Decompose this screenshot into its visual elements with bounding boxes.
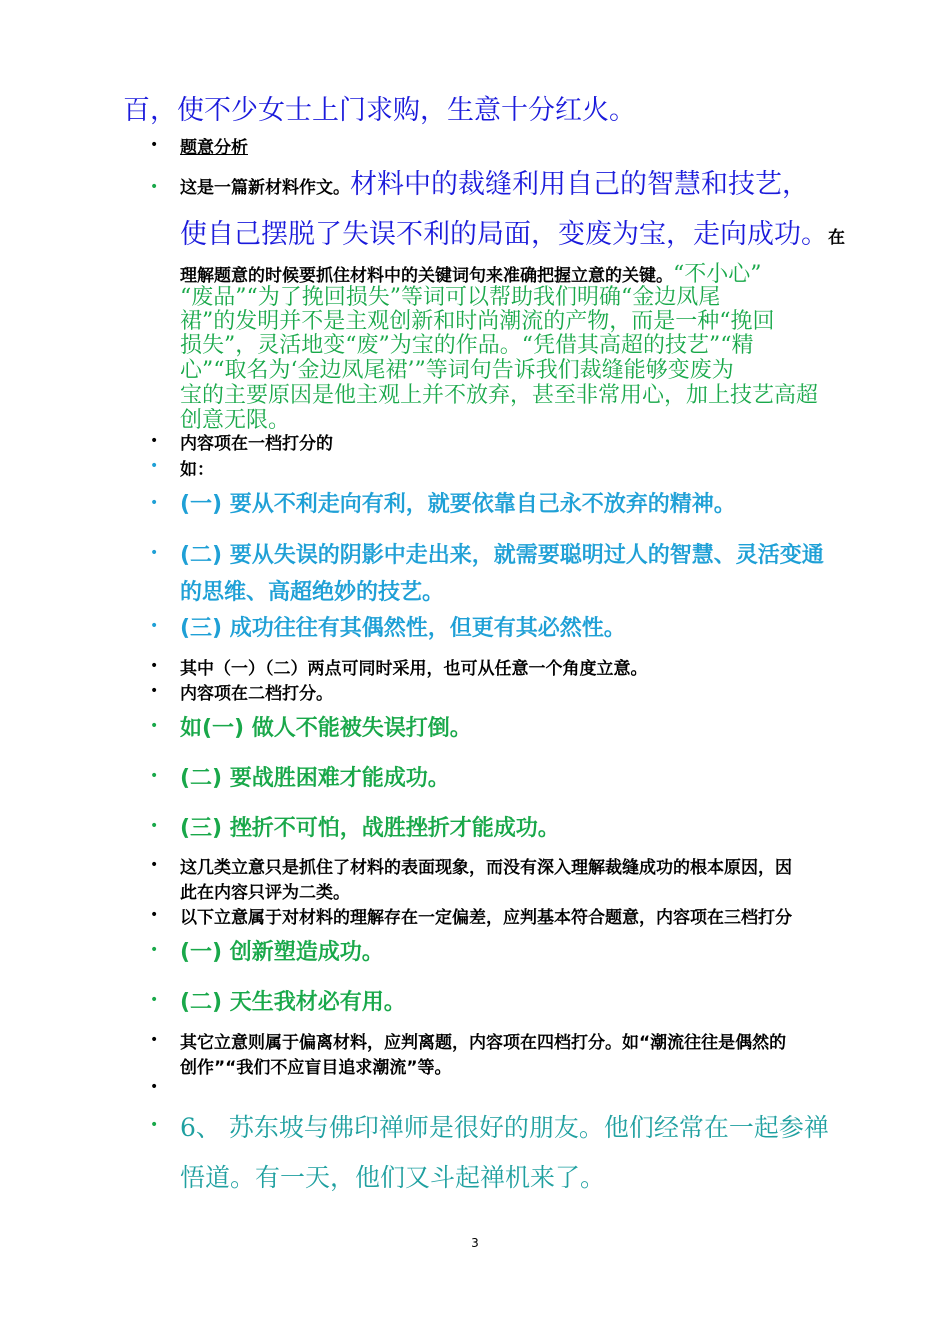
text-run: 在 [828, 228, 845, 248]
bullet: • [150, 942, 159, 958]
paragraph-analysis-line-5: 裙”的发明并不是主观创新和时尚潮流的产物，而是一种“挽回 [180, 309, 775, 334]
bullet: • [150, 179, 159, 195]
bullet: • [150, 433, 159, 449]
note-one: 其中（一）（二）两点可同时采用，也可从任意一个角度立意。 [180, 659, 648, 679]
level-two-item-2: (二) 要战胜困难才能成功。 [180, 766, 450, 791]
paragraph-analysis-line-2 [180, 212, 845, 251]
bullet: • [150, 618, 159, 634]
level-one-item-2: (二) 要从失误的阴影中走出来，就需要聪明过人的智慧、灵活变通 [180, 543, 824, 568]
note-three-cont: 创作”“我们不应盲目追求潮流”等。 [180, 1058, 452, 1078]
level-three-label: 以下立意属于对材料的理解存在一定偏差，应判基本符合题意，内容项在三档打分 [180, 908, 792, 928]
section-heading: 题意分析 [180, 138, 248, 158]
note-two: 这几类立意只是抓住了材料的表面现象，而没有深入理解裁缝成功的根本原因，因 [180, 858, 792, 878]
level-one-label: 内容项在一档打分的 [180, 434, 333, 454]
level-one-item-1: (一) 要从不利走向有利，就要依靠自己永不放弃的精神。 [180, 492, 736, 517]
page-number: 3 [471, 1236, 479, 1250]
level-two-item-1: 如(一) 做人不能被失误打倒。 [180, 716, 472, 741]
text-run: “不小心” [673, 262, 762, 287]
bullet: • [150, 718, 159, 734]
level-three-item-1: (一) 创新塑造成功。 [180, 940, 384, 965]
bullet: • [150, 137, 159, 153]
bullet: • [150, 545, 159, 561]
text-run: 这是一篇新材料作文。 [180, 178, 350, 198]
paragraph-analysis-line-4: “废品”“为了挽回损失”等词可以帮助我们明确“金边凤尾 [180, 285, 721, 310]
bullet: • [150, 683, 159, 699]
bullet: • [150, 768, 159, 784]
story-line-1: 6、 苏东坡与佛印禅师是很好的朋友。他们经常在一起参禅 [180, 1113, 829, 1142]
note-two-cont: 此在内容只评为二类。 [180, 883, 350, 903]
paragraph-analysis-line-1 [180, 162, 809, 201]
bullet: • [150, 818, 159, 834]
level-two-label: 内容项在二档打分。 [180, 684, 333, 704]
continuation-text: 百，使不少女士上门求购，生意十分红火。 [123, 95, 636, 126]
text-run: 使自己摆脱了失误不利的局面，变废为宝，走向成功。 [180, 219, 828, 250]
story-line-2: 悟道。有一天，他们又斗起禅机来了。 [180, 1163, 606, 1192]
text-run: 理解题意的时候要抓住材料中的关键词句来准确把握立意的关键。 [180, 266, 673, 286]
paragraph-analysis-line-8: 宝的主要原因是他主观上并不放弃，甚至非常用心，加上技艺高超 [180, 383, 819, 408]
paragraph-analysis-line-7: 心”“取名为‘金边凤尾裙’”等词句告诉我们裁缝能够变废为 [180, 358, 734, 383]
bullet: • [150, 1117, 159, 1133]
level-two-item-3: (三) 挫折不可怕，战胜挫折才能成功。 [180, 816, 560, 841]
text-run: 材料中的裁缝利用自己的智慧和技艺， [350, 169, 809, 200]
bullet: • [150, 992, 159, 1008]
level-one-item-3: (三) 成功往往有其偶然性，但更有其必然性。 [180, 616, 626, 641]
bullet: • [150, 458, 159, 474]
note-three: 其它立意则属于偏离材料，应判离题，内容项在四档打分。如“潮流往往是偶然的 [180, 1033, 787, 1053]
level-one-item-2-cont: 的思维、高超绝妙的技艺。 [180, 580, 445, 605]
bullet: • [150, 1032, 159, 1048]
paragraph-analysis-line-6: 损失”，灵活地变“废”为宝的作品。“凭借其高超的技艺”“精 [180, 333, 754, 358]
bullet: • [150, 495, 159, 511]
paragraph-analysis-line-9: 创意无限。 [180, 408, 291, 433]
bullet: • [150, 907, 159, 923]
bullet-empty: • [150, 1079, 159, 1095]
bullet: • [150, 658, 159, 674]
example-label: 如： [180, 460, 214, 480]
level-three-item-2: (二) 天生我材必有用。 [180, 990, 406, 1015]
bullet: • [150, 857, 159, 873]
